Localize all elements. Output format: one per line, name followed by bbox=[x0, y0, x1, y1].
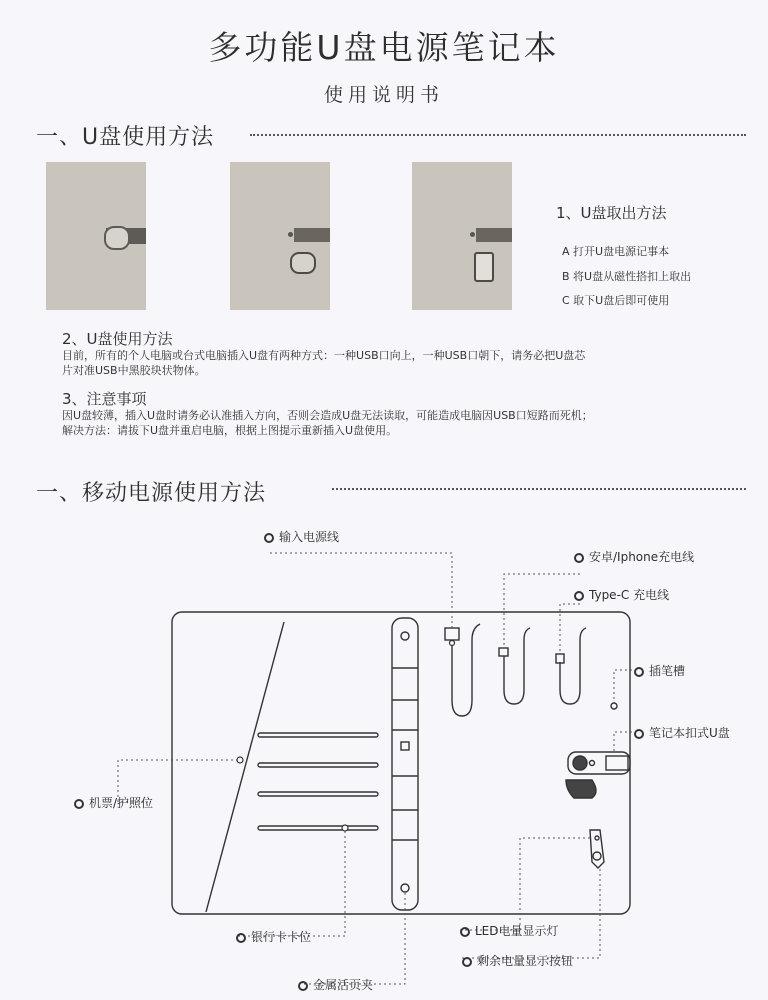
notes-line-2: 解决方法：请拔下U盘并重启电脑，根据上图提示重新插入U盘使用。 bbox=[62, 424, 398, 437]
takeout-title: 1、U盘取出方法 bbox=[556, 204, 667, 222]
usb-chip-icon bbox=[474, 252, 494, 282]
leader-binder-clip bbox=[304, 892, 405, 984]
label-battery-button: 剩余电量显示按钮 bbox=[462, 952, 573, 969]
binder-center-square bbox=[401, 742, 409, 750]
step-b-image bbox=[230, 162, 330, 310]
section2-heading: 一、移动电源使用方法 bbox=[36, 481, 267, 506]
label-card-slot: 银行卡卡位 bbox=[236, 928, 311, 945]
pen-slot-icon bbox=[611, 703, 617, 709]
card-slot-4 bbox=[258, 826, 378, 830]
section1-heading: 一、U盘使用方法 bbox=[36, 125, 215, 150]
label-typec-cable: Type-C 充电线 bbox=[574, 586, 669, 603]
bullet-icon bbox=[574, 591, 584, 601]
android-cable-icon bbox=[504, 628, 530, 704]
leader-android-cable bbox=[504, 574, 580, 648]
label-binder-clip: 金属活页夹 bbox=[298, 976, 373, 993]
clasp-strap bbox=[476, 228, 512, 242]
card-slot-2 bbox=[258, 763, 378, 767]
notebook-diagram bbox=[0, 500, 768, 1000]
leader-button bbox=[462, 868, 600, 958]
usb-clasp-tab bbox=[566, 780, 596, 798]
takeout-step-b: B 将U盘从磁性搭扣上取出 bbox=[562, 270, 692, 283]
bullet-icon bbox=[74, 799, 84, 809]
bullet-icon bbox=[264, 533, 274, 543]
step-c-image bbox=[412, 162, 512, 310]
leader-input-cable bbox=[270, 553, 452, 628]
clasp-strap bbox=[294, 228, 330, 242]
label-pen-slot: 插笔槽 bbox=[634, 662, 685, 679]
bullet-icon bbox=[298, 981, 308, 991]
magnet-dot bbox=[288, 232, 293, 237]
usb-disk-icon bbox=[104, 226, 130, 250]
notes-line-1: 因U盘较薄，插入U盘时请务必认准插入方向，否则会造成U盘无法读取，可能造成电脑因USB口短路而死机； bbox=[62, 409, 593, 422]
anchor-input bbox=[450, 641, 455, 646]
label-usb-clasp: 笔记本扣式U盘 bbox=[634, 724, 730, 741]
label-android-cable: 安卓/Iphone充电线 bbox=[574, 548, 694, 565]
usb-clasp-magnet bbox=[573, 756, 587, 770]
card-slot-3 bbox=[258, 792, 378, 796]
magnet-dot bbox=[470, 232, 475, 237]
notes-title: 3、注意事项 bbox=[62, 390, 147, 408]
android-cable-head bbox=[499, 648, 508, 656]
usage-text bbox=[62, 348, 742, 378]
typec-cable-icon bbox=[560, 628, 586, 704]
binder-top-rivet bbox=[401, 632, 409, 640]
section2-divider bbox=[332, 488, 746, 490]
anchor-ticket bbox=[237, 757, 243, 763]
usb-disk-icon bbox=[290, 252, 316, 274]
binder-bottom-rivet bbox=[401, 884, 409, 892]
input-cable-usb-head bbox=[445, 628, 459, 640]
usage-line-2: 片对准USB中黑胶块状物体。 bbox=[62, 364, 206, 377]
bullet-icon bbox=[462, 957, 472, 967]
bullet-icon bbox=[460, 927, 470, 937]
leader-led bbox=[460, 838, 590, 930]
bullet-icon bbox=[574, 553, 584, 563]
label-input-cable: 输入电源线 bbox=[264, 528, 339, 545]
label-led: LED电量显示灯 bbox=[460, 922, 559, 939]
step-a-image bbox=[46, 162, 146, 310]
battery-button-icon bbox=[593, 852, 601, 860]
card-slot-1 bbox=[258, 733, 378, 737]
bullet-icon bbox=[634, 667, 644, 677]
leader-card-slot bbox=[238, 830, 345, 936]
binder-spine bbox=[392, 618, 418, 910]
usage-title: 2、U盘使用方法 bbox=[62, 330, 173, 348]
notes-text bbox=[62, 408, 742, 438]
bullet-icon bbox=[634, 729, 644, 739]
usb-clasp-dot bbox=[590, 761, 595, 766]
section1-divider bbox=[250, 134, 746, 136]
anchor-card bbox=[342, 825, 348, 831]
typec-cable-head bbox=[556, 654, 564, 663]
usb-clasp-plug bbox=[606, 756, 628, 770]
usage-line-1: 目前，所有的个人电脑或台式电脑插入U盘有两种方式：一种USB口向上，一种USB口朝下，请务必把U盘芯 bbox=[62, 349, 586, 362]
page-subtitle: 使用说明书 bbox=[323, 84, 444, 106]
label-ticket-slot: 机票/护照位 bbox=[74, 794, 153, 811]
led-dot bbox=[595, 836, 599, 840]
takeout-step-c: C 取下U盘后即可使用 bbox=[562, 294, 670, 307]
bullet-icon bbox=[236, 933, 246, 943]
page-title: 多功能U盘电源笔记本 bbox=[208, 28, 560, 67]
input-cable-icon bbox=[452, 624, 480, 716]
takeout-step-a: A 打开U盘电源记事本 bbox=[562, 245, 670, 258]
